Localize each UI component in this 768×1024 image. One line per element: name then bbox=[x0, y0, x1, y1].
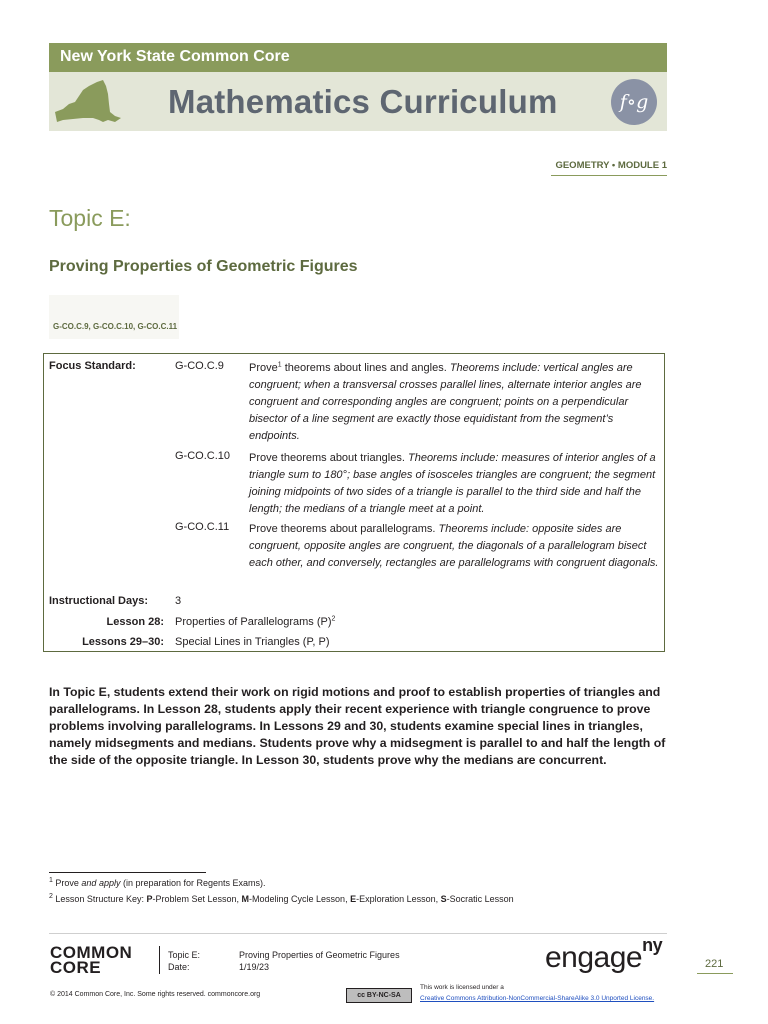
topic-title: Topic E: bbox=[49, 205, 131, 231]
footer-rule bbox=[49, 933, 667, 934]
topic-overview-paragraph: In Topic E, students extend their work on rigid motions and proof to establish properties of triangles and parallelograms. In Lesson 28, students apply their recent experience with triangle congruence to prove problems involving parallelograms. In Lessons 29 and 30, students examine special lines in triangles, namely midsegments and medians. Students prove why a midsegment is parallel to and half the length of the side of the opposite triangle. In Lesson 30, students prove why the medians are concurrent. bbox=[49, 685, 666, 767]
footnote-2: $^2$ Lesson Structure Key: P-Problem Set Lesson, M-Modeling Cycle Lesson, E-Exploration Lesson, S-Socratic Lesson bbox=[49, 893, 514, 904]
footer-divider bbox=[159, 946, 160, 974]
footer-topic-label: Topic E: bbox=[168, 950, 201, 960]
lessons-29-30-label: Lessons 29–30: bbox=[82, 636, 164, 648]
instructional-days-value: 3 bbox=[175, 595, 182, 607]
footnote-1: $^1$ Prove and apply (in preparation for Regents Exams). bbox=[49, 877, 266, 888]
license-text: This work is licensed under a bbox=[420, 984, 504, 991]
banner-top-strip bbox=[49, 43, 667, 72]
creative-commons-badge-icon: cc BY-NC-SA bbox=[346, 988, 412, 1003]
lesson-28-title: Properties of Parallelograms $(P)^2$ bbox=[175, 615, 336, 628]
banner-body bbox=[49, 72, 667, 131]
curriculum-title: Mathematics Curriculum bbox=[168, 83, 558, 120]
focus-standards-table bbox=[43, 353, 665, 652]
new-york-state-map-icon bbox=[53, 76, 123, 128]
standard-code: G-CO.C.11 bbox=[175, 521, 230, 533]
instructional-days-label: Instructional Days: bbox=[49, 595, 149, 607]
common-core-logo: COMMON CORE bbox=[50, 943, 133, 977]
footer-date-label: Date: bbox=[168, 962, 190, 972]
footnote-rule bbox=[49, 872, 206, 873]
page-number-underline bbox=[697, 973, 733, 974]
state-label: New York State Common Core bbox=[60, 48, 290, 65]
standards-list: G-CO.C.9, G-CO.C.10, G-CO.C.11 bbox=[53, 322, 178, 331]
standard-description: Prove theorems about triangles. Theorems include: measures of interior angles of a triangle sum to 180°; base angles of isosceles triangles are congruent; the segment joining midpoints of two sides of a triangle is parallel to the third side and half the length; the medians of a triangle meet at a point. bbox=[249, 452, 656, 515]
function-composition-logo-icon: f∘g bbox=[611, 79, 657, 125]
page-number: 221 bbox=[705, 958, 724, 970]
topic-subtitle: Proving Properties of Geometric Figures bbox=[49, 258, 358, 275]
copyright-notice: © 2014 Common Core, Inc. Some rights reserved. commoncore.org bbox=[50, 991, 261, 998]
module-label: GEOMETRY • MODULE 1 bbox=[555, 160, 667, 171]
license-link[interactable]: Creative Commons Attribution-NonCommercial-ShareAlike 3.0 Unported License. bbox=[420, 995, 655, 1002]
focus-standard-label: Focus Standard: bbox=[49, 360, 136, 372]
module-label-underline bbox=[551, 175, 667, 176]
standard-description: Prove theorems about parallelograms. Theorems include: opposite sides are congruent, opposite angles are congruent, the diagonals of a parallelogram bisect each other, and conversely, rectangles are parallelograms with congruent diagonals. bbox=[249, 523, 659, 569]
engageny-logo: engage$^{ny}$ bbox=[545, 935, 663, 974]
standard-description: Prove$^1$ theorems about lines and angles. Theorems include: vertical angles are congruent; when a transversal crosses parallel lines, alternate interior angles are congruent and corresponding angles are congruent; points on a perpendicular bisector of a line segment are exactly those equidistant from the segment’s endpoints. bbox=[249, 361, 642, 442]
curriculum-banner bbox=[49, 43, 667, 131]
footer-date-value: 1/19/23 bbox=[239, 962, 270, 972]
standard-code: G-CO.C.10 bbox=[175, 450, 231, 462]
standard-code: G-CO.C.9 bbox=[175, 360, 224, 372]
lessons-29-30-title: Special Lines in Triangles (P, P) bbox=[175, 636, 330, 648]
lesson-28-label: Lesson 28: bbox=[106, 616, 164, 628]
footer-topic-value: Proving Properties of Geometric Figures bbox=[239, 950, 400, 960]
standards-box bbox=[49, 295, 179, 339]
